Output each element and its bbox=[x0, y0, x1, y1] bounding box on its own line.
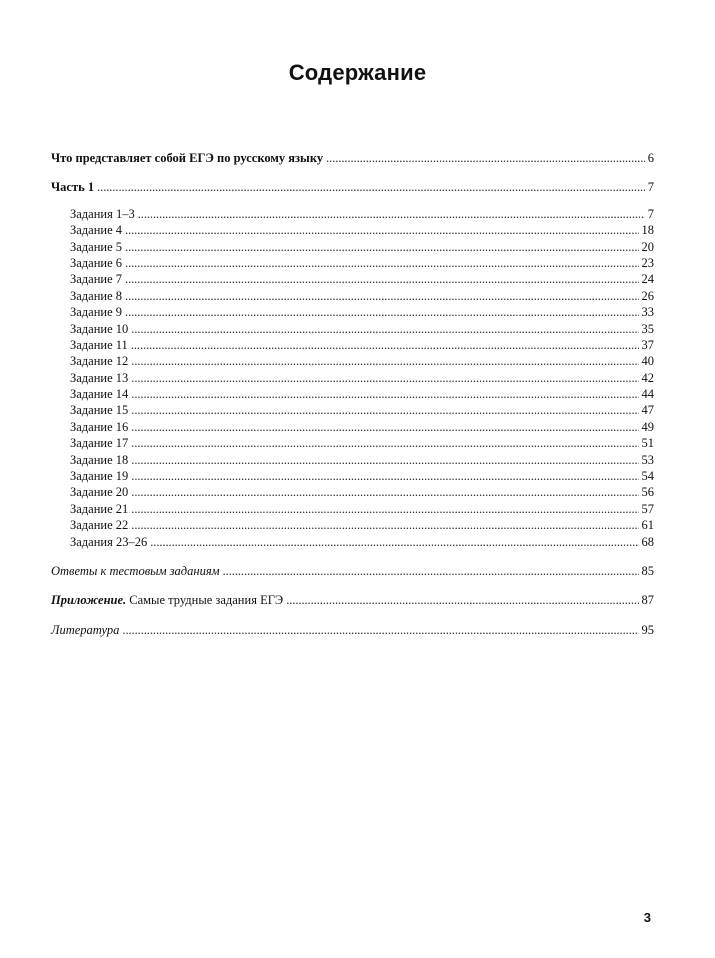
toc-entry-label: Задание 10 bbox=[70, 321, 129, 336]
toc-entry-label: Задание 5 bbox=[70, 239, 123, 254]
toc-leader-dots bbox=[125, 222, 638, 238]
toc-entry-part1[interactable] bbox=[51, 179, 654, 195]
toc-entry-task[interactable] bbox=[51, 534, 654, 550]
toc-entry-label: Задание 17 bbox=[70, 436, 129, 451]
appendix-label-rest: Самые трудные задания ЕГЭ bbox=[126, 593, 284, 608]
toc-entry-task[interactable] bbox=[51, 206, 654, 222]
toc-leader-dots bbox=[131, 370, 638, 386]
toc-leader-dots bbox=[125, 271, 638, 287]
toc-entry-page: 18 bbox=[641, 223, 654, 238]
toc-leader-dots bbox=[131, 353, 638, 369]
toc-leader-dots bbox=[97, 179, 645, 195]
toc-entry-literature[interactable] bbox=[51, 622, 654, 638]
toc-entry-task[interactable] bbox=[51, 370, 654, 386]
toc-entry-page: 85 bbox=[641, 563, 654, 578]
toc-entry-page: 7 bbox=[647, 206, 654, 221]
toc-entry-page: 23 bbox=[641, 255, 654, 270]
toc-entry-page: 42 bbox=[641, 370, 654, 385]
toc-entry-label: Что представляет собой ЕГЭ по русскому языку bbox=[51, 151, 324, 165]
toc-entry-page: 49 bbox=[641, 419, 654, 434]
toc-entry-page: 53 bbox=[641, 452, 654, 467]
toc-leader-dots bbox=[131, 517, 638, 533]
toc-leader-dots bbox=[131, 501, 638, 517]
toc-entry-page: 61 bbox=[641, 518, 654, 533]
page-title: Содержание bbox=[288, 60, 427, 85]
toc-task-list bbox=[51, 206, 654, 550]
toc-entry-appendix[interactable] bbox=[51, 592, 654, 608]
toc-entry-label: Задание 20 bbox=[70, 485, 129, 500]
toc-entry-label: Задание 6 bbox=[70, 255, 123, 270]
toc-entry-page: 51 bbox=[641, 436, 654, 451]
toc-entry-label: Задание 21 bbox=[70, 501, 129, 516]
toc-entry-task[interactable] bbox=[51, 386, 654, 402]
toc-entry-page: 56 bbox=[641, 485, 654, 500]
toc-leader-dots bbox=[125, 239, 638, 255]
toc-entry-answers[interactable] bbox=[51, 563, 654, 579]
toc-entry-label: Задание 14 bbox=[70, 387, 129, 402]
toc-entry-label: Задание 19 bbox=[70, 469, 129, 484]
toc-entry-task[interactable] bbox=[51, 419, 654, 435]
toc-entry-page: 6 bbox=[647, 151, 654, 165]
toc-entry-task[interactable] bbox=[51, 468, 654, 484]
toc-entry-page: 26 bbox=[641, 288, 654, 303]
toc-leader-dots bbox=[326, 150, 645, 166]
toc-entry-task[interactable] bbox=[51, 304, 654, 320]
toc-entry-label: Задание 7 bbox=[70, 272, 123, 287]
toc-leader-dots bbox=[131, 337, 639, 353]
toc-entry-label: Задание 15 bbox=[70, 403, 129, 418]
toc-entry-label: Задание 4 bbox=[70, 223, 123, 238]
toc-leader-dots bbox=[131, 419, 638, 435]
toc-entry-intro[interactable] bbox=[51, 150, 654, 166]
toc-entry-task[interactable] bbox=[51, 271, 654, 287]
toc-entry-task[interactable] bbox=[51, 321, 654, 337]
toc-leader-dots bbox=[131, 435, 638, 451]
toc-leader-dots bbox=[286, 592, 638, 608]
toc-leader-dots bbox=[125, 288, 638, 304]
toc-entry-page: 35 bbox=[641, 321, 654, 336]
toc-entry-page: 47 bbox=[641, 403, 654, 418]
toc-entry-label: Задание 8 bbox=[70, 288, 123, 303]
table-of-contents bbox=[51, 150, 654, 638]
toc-entry-task[interactable] bbox=[51, 517, 654, 533]
toc-leader-dots bbox=[131, 402, 638, 418]
toc-entry-label: Задания 23–26 bbox=[70, 534, 148, 549]
toc-entry-label: Задание 16 bbox=[70, 419, 129, 434]
toc-entry-page: 20 bbox=[641, 239, 654, 254]
toc-entry-task[interactable] bbox=[51, 402, 654, 418]
toc-entry-task[interactable] bbox=[51, 353, 654, 369]
toc-entry-task[interactable] bbox=[51, 222, 654, 238]
toc-entry-label: Задания 1–3 bbox=[70, 206, 135, 221]
toc-leader-dots bbox=[131, 321, 638, 337]
toc-entry-page: 33 bbox=[641, 305, 654, 320]
toc-entry-label: Ответы к тестовым заданиям bbox=[51, 563, 220, 578]
toc-entry-label: Задание 11 bbox=[70, 337, 128, 352]
toc-entry-page: 87 bbox=[641, 593, 654, 608]
toc-leader-dots bbox=[131, 484, 638, 500]
page-number: 3 bbox=[643, 910, 651, 925]
toc-entry-label: Литература bbox=[51, 622, 120, 637]
toc-entry-page: 57 bbox=[641, 501, 654, 516]
toc-entry-page: 7 bbox=[647, 180, 654, 195]
toc-leader-dots bbox=[125, 255, 638, 271]
toc-entry-page: 40 bbox=[641, 354, 654, 369]
toc-leader-dots bbox=[138, 206, 645, 222]
toc-entry-label: Задание 22 bbox=[70, 518, 129, 533]
appendix-label-bold: Приложение. bbox=[51, 593, 127, 608]
toc-entry-task[interactable] bbox=[51, 337, 654, 353]
toc-leader-dots bbox=[131, 452, 638, 468]
toc-entry-label: Задание 9 bbox=[70, 305, 123, 320]
toc-leader-dots bbox=[125, 304, 638, 320]
toc-entry-page: 44 bbox=[641, 387, 654, 402]
toc-entry-task[interactable] bbox=[51, 452, 654, 468]
toc-entry-label: Задание 13 bbox=[70, 370, 129, 385]
toc-entry-label: Задание 18 bbox=[70, 452, 129, 467]
toc-leader-dots bbox=[223, 563, 639, 579]
toc-entry-task[interactable] bbox=[51, 435, 654, 451]
toc-entry-page: 95 bbox=[641, 622, 654, 637]
toc-leader-dots bbox=[131, 468, 638, 484]
toc-entry-page: 24 bbox=[641, 272, 654, 287]
toc-entry-label: Часть 1 bbox=[51, 180, 95, 195]
toc-entry-label bbox=[51, 592, 283, 608]
toc-leader-dots bbox=[150, 534, 638, 550]
toc-entry-task[interactable] bbox=[51, 255, 654, 271]
toc-entry-task[interactable] bbox=[51, 501, 654, 517]
toc-leader-dots bbox=[131, 386, 638, 402]
toc-entry-page: 37 bbox=[641, 337, 654, 352]
toc-entry-label: Задание 12 bbox=[70, 354, 129, 369]
toc-leader-dots bbox=[122, 622, 638, 638]
toc-entry-page: 54 bbox=[641, 469, 654, 484]
toc-entry-task[interactable] bbox=[51, 288, 654, 304]
toc-entry-task[interactable] bbox=[51, 484, 654, 500]
toc-entry-task[interactable] bbox=[51, 239, 654, 255]
toc-entry-page: 68 bbox=[641, 534, 654, 549]
